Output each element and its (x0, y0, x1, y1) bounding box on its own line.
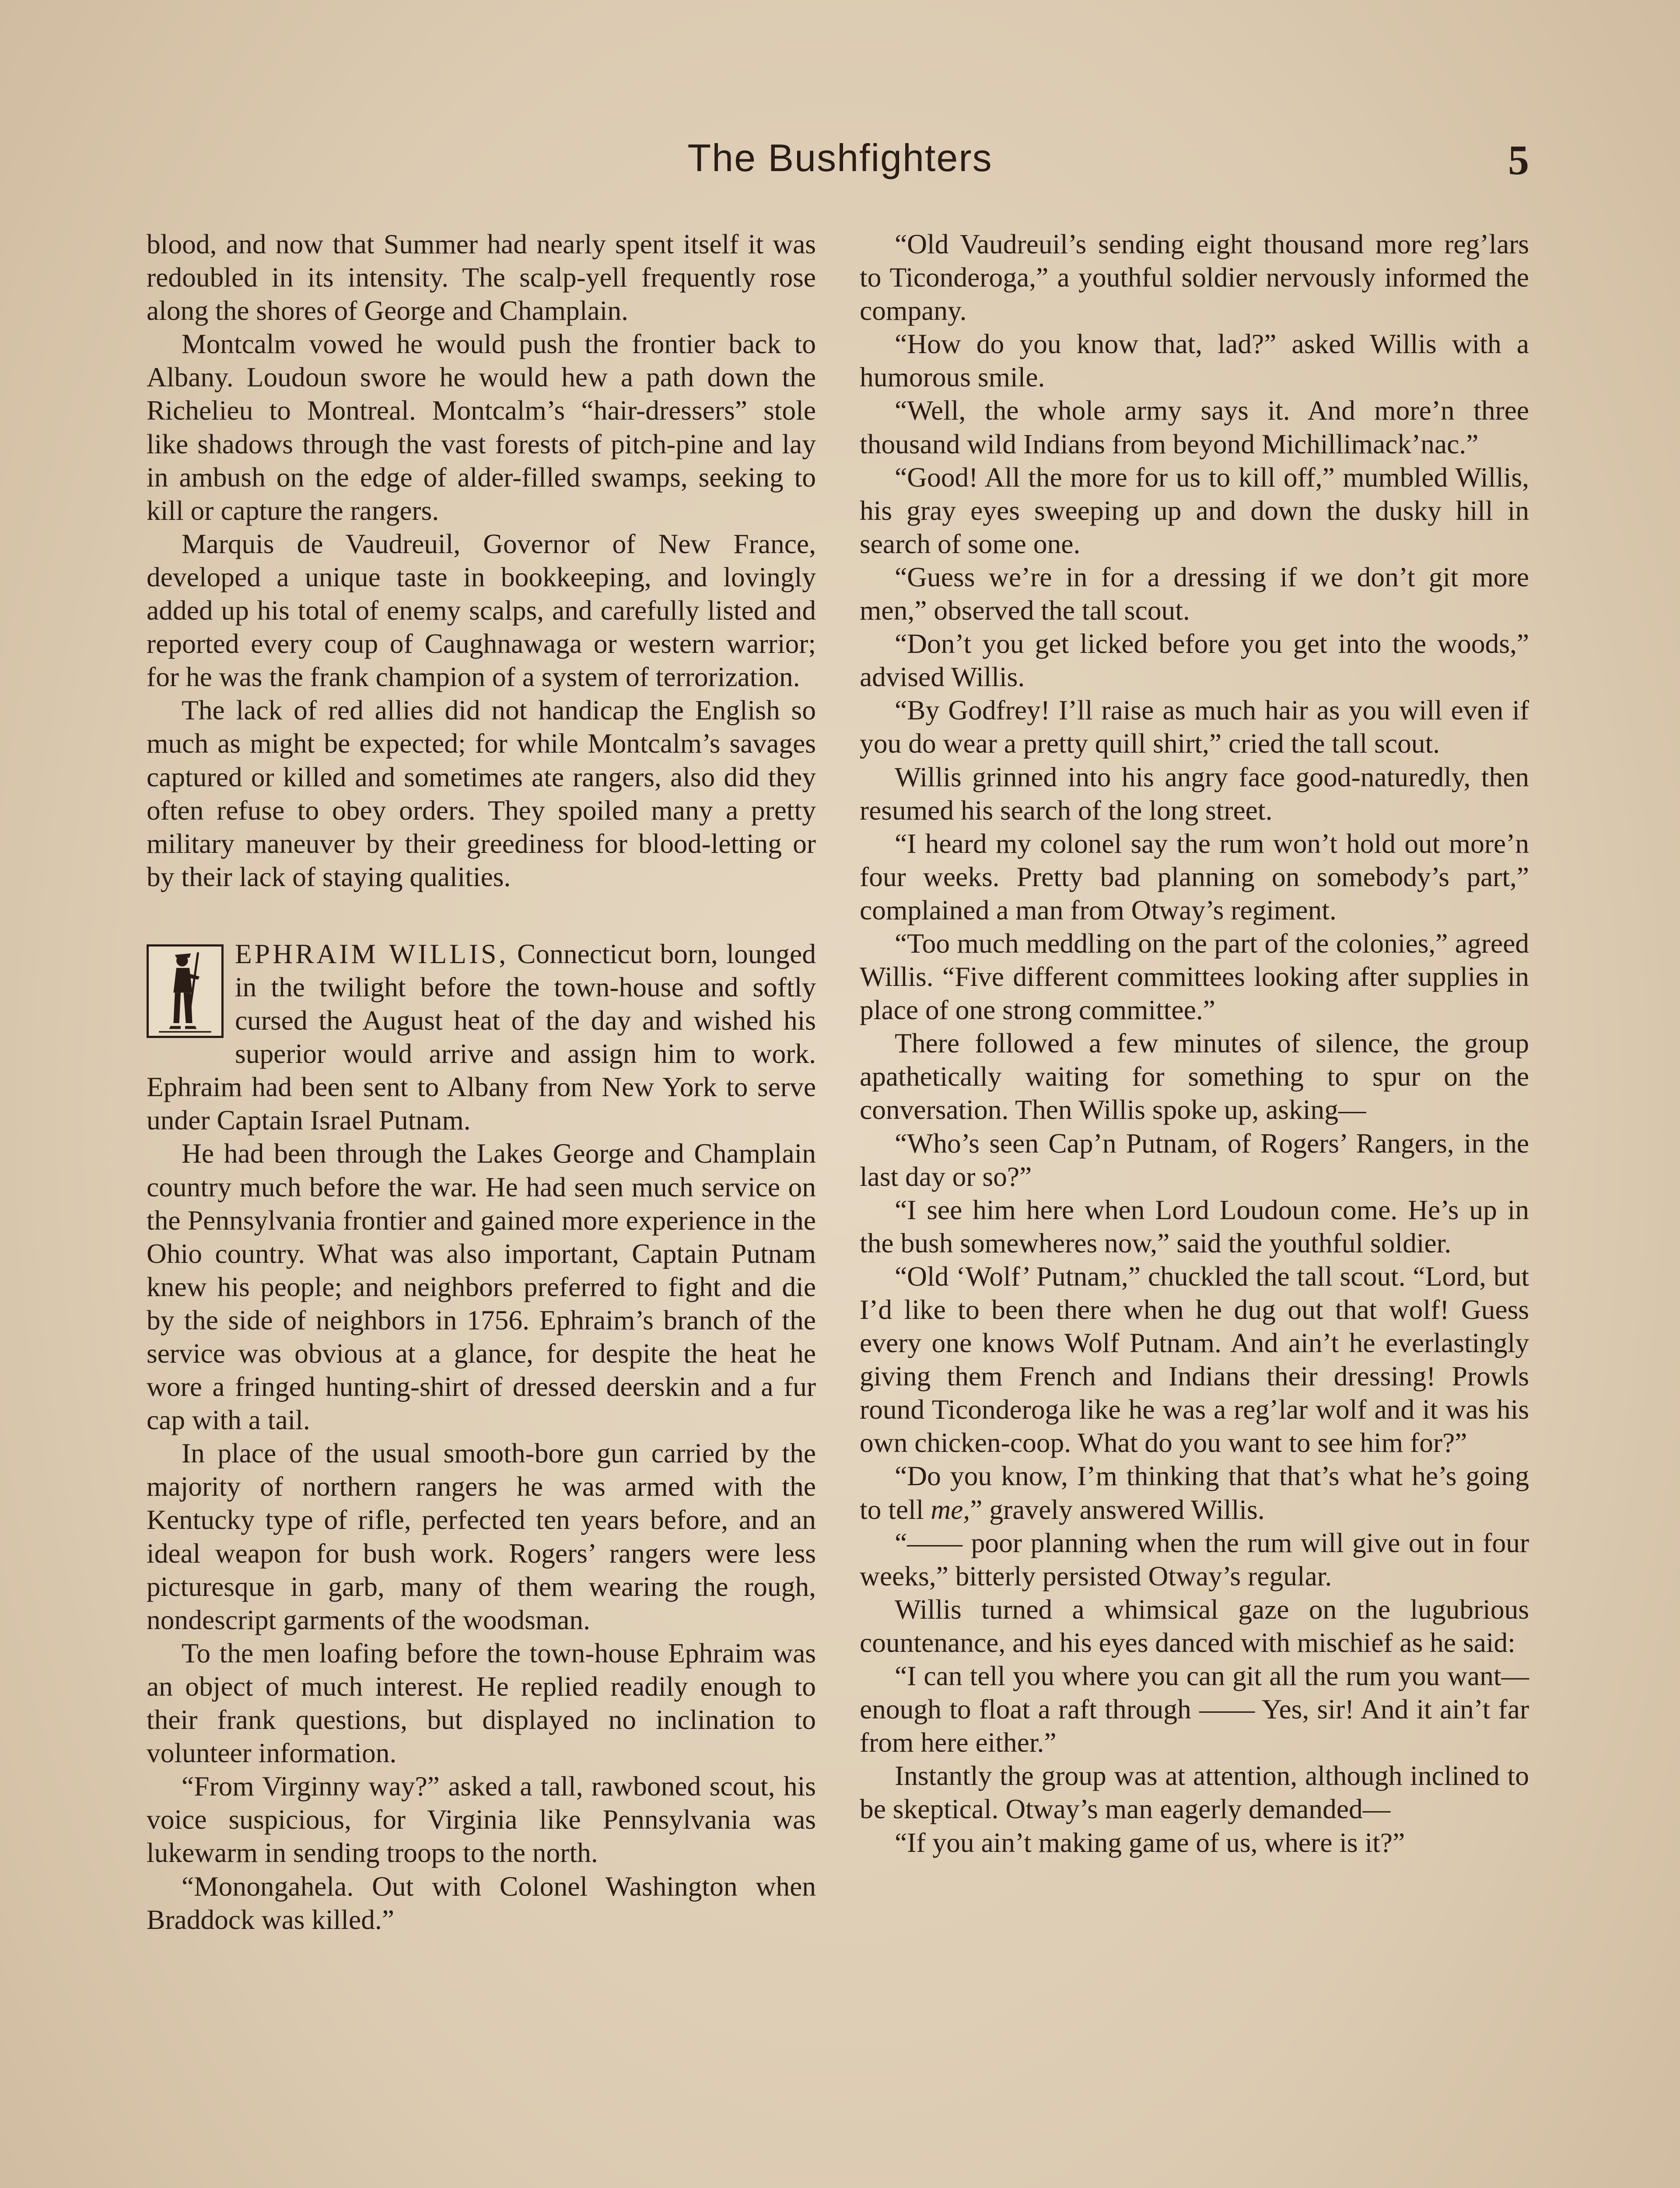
right-column (860, 228, 1529, 1859)
paragraph: “Good! All the more for us to kill off,” mumbled Willis, his gray eyes sweeping up and down the dusky hill in search of some one. (860, 461, 1529, 559)
paragraph: blood, and now that Summer had nearly spent itself it was redoubled in its intensity. The scalp-yell frequently rose along the shores of George and Champlain. (147, 228, 816, 326)
paragraph-text: Connecticut born, lounged in the twilight before the town-house and softly cursed the August heat of the day and wished his superior would arrive and assign him to work. Ephraim had been sent to Albany from New York to serve under Captain Israel Putnam. (147, 938, 816, 1136)
section-break (147, 894, 816, 937)
page-number: 5 (1508, 137, 1529, 183)
paragraph: “I can tell you where you can git all the rum you want—enough to float a raft through —— Yes, sir! And it ain’t far from here either.” (860, 1660, 1529, 1758)
paragraph: In place of the usual smooth-bore gun carried by the majority of northern rangers he was armed with the Kentucky type of rifle, perfected ten years before, and an ideal weapon for bush work. Rogers’ rangers were less picturesque in garb, many of them wearing the rough, nondescript garments of the woodsman. (147, 1438, 816, 1635)
paragraph: “I heard my colonel say the rum won’t hold out more’n four weeks. Pretty bad planning on somebody’s part,” complained a man from Otway’s regiment. (860, 828, 1529, 926)
paragraph: Montcalm vowed he would push the frontier back to Albany. Loudoun swore he would hew a path down the Richelieu to Montreal. Montcalm’s “hair-dressers” stole like shadows through the vast forests of pitch-pine and lay in ambush on the edge of alder-filled swamps, seeking to kill or capture the rangers. (147, 328, 816, 526)
paragraph: “Don’t you get licked before you get into the woods,” advised Willis. (860, 628, 1529, 693)
paragraph: “Too much meddling on the part of the colonies,” agreed Willis. “Five different committees looking after supplies in place of one strong committee.” (860, 927, 1529, 1026)
page-header (0, 136, 1680, 188)
paragraph: He had been through the Lakes George and Champlain country much before the war. He had seen much service on the Pennsylvania frontier and gained more experience in the Ohio country. What was also important, Captain Putnam knew his people; and neighbors preferred to fight and die by the side of neighbors in 1756. Ephraim’s branch of the service was obvious at a glance, for despite the heat he wore a fringed hunting-shirt of dressed deerskin and a fur cap with a tail. (147, 1138, 816, 1436)
emphasis-text: me, (931, 1494, 970, 1525)
paragraph: Marquis de Vaudreuil, Governor of New France, developed a unique taste in bookkeeping, and lovingly added up his total of enemy scalps, and carefully listed and reported every coup of Caughnawaga or western warrior; for he was the frank champion of a system of terrorization. (147, 528, 816, 693)
paragraph: “Monongahela. Out with Colonel Washington when Braddock was killed.” (147, 1870, 816, 1935)
left-column (147, 228, 816, 1936)
paragraph: “Old Vaudreuil’s sending eight thousand more reg’lars to Ticonderoga,” a youthful soldier nervously informed the company. (860, 228, 1529, 326)
section-opening (147, 937, 816, 1137)
paragraph: There followed a few minutes of silence, the group apathetically waiting for something to spur on the conversation. Then Willis spoke up, asking— (860, 1027, 1529, 1126)
dropcap-name: EPHRAIM WILLIS, (235, 938, 509, 969)
paragraph (147, 937, 816, 1137)
paragraph: “—— poor planning when the rum will give out in four weeks,” bitterly persisted Otway’s regular. (860, 1527, 1529, 1592)
paragraph: “I see him here when Lord Loudoun come. He’s up in the bush somewheres now,” said the youthful soldier. (860, 1194, 1529, 1259)
paragraph: Willis grinned into his angry face good-naturedly, then resumed his search of the long street. (860, 761, 1529, 826)
paragraph: “By Godfrey! I’ll raise as much hair as you will even if you do wear a pretty quill shirt,” cried the tall scout. (860, 694, 1529, 759)
paragraph: “If you ain’t making game of us, where is it?” (895, 1827, 1405, 1858)
paragraph: “Who’s seen Cap’n Putnam, of Rogers’ Rangers, in the last day or so?” (860, 1127, 1529, 1192)
paragraph: “From Virginny way?” asked a tall, rawboned scout, his voice suspicious, for Virginia like Pennsylvania was lukewarm in sending troops to the north. (147, 1771, 816, 1869)
paragraph-text: ” gravely answered Willis. (970, 1494, 1265, 1525)
running-title: The Bushfighters (687, 136, 993, 179)
paragraph-text: “Do you know, I’m thinking that that’s what he’s going to tell (860, 1460, 1529, 1525)
paragraph: Willis turned a whimsical gaze on the lugubrious countenance, and his eyes danced with mischief as he said: (860, 1593, 1529, 1658)
rifleman-illustration-icon (147, 944, 224, 1038)
paragraph: Instantly the group was at attention, although inclined to be skeptical. Otway’s man eagerly demanded— (860, 1760, 1529, 1825)
paragraph (860, 1459, 1529, 1526)
paragraph: “How do you know that, lad?” asked Willis with a humorous smile. (860, 328, 1529, 393)
paragraph: “Well, the whole army says it. And more’n three thousand wild Indians from beyond Michillimack’nac.” (860, 395, 1529, 459)
paragraph: “Guess we’re in for a dressing if we don’t git more men,” observed the tall scout. (860, 561, 1529, 626)
paragraph: “Old ‘Wolf’ Putnam,” chuckled the tall scout. “Lord, but I’d like to been there when he dug out that wolf! Guess every one knows Wolf Putnam. And ain’t he everlastingly giving them French and Indians their dressing! Prowls round Ticonderoga like he was a reg’lar wolf and it was his own chicken-coop. What do you want to see him for?” (860, 1260, 1529, 1459)
paragraph: To the men loafing before the town-house Ephraim was an object of much interest. He replied readily enough to their frank questions, but displayed no inclination to volunteer information. (147, 1637, 816, 1769)
paragraph: The lack of red allies did not handicap the English so much as might be expected; for while Montcalm’s savages captured or killed and sometimes ate rangers, also did they often refuse to obey orders. They spoiled many a pretty military maneuver by their greediness for blood-letting or by their lack of staying qualities. (147, 694, 816, 892)
